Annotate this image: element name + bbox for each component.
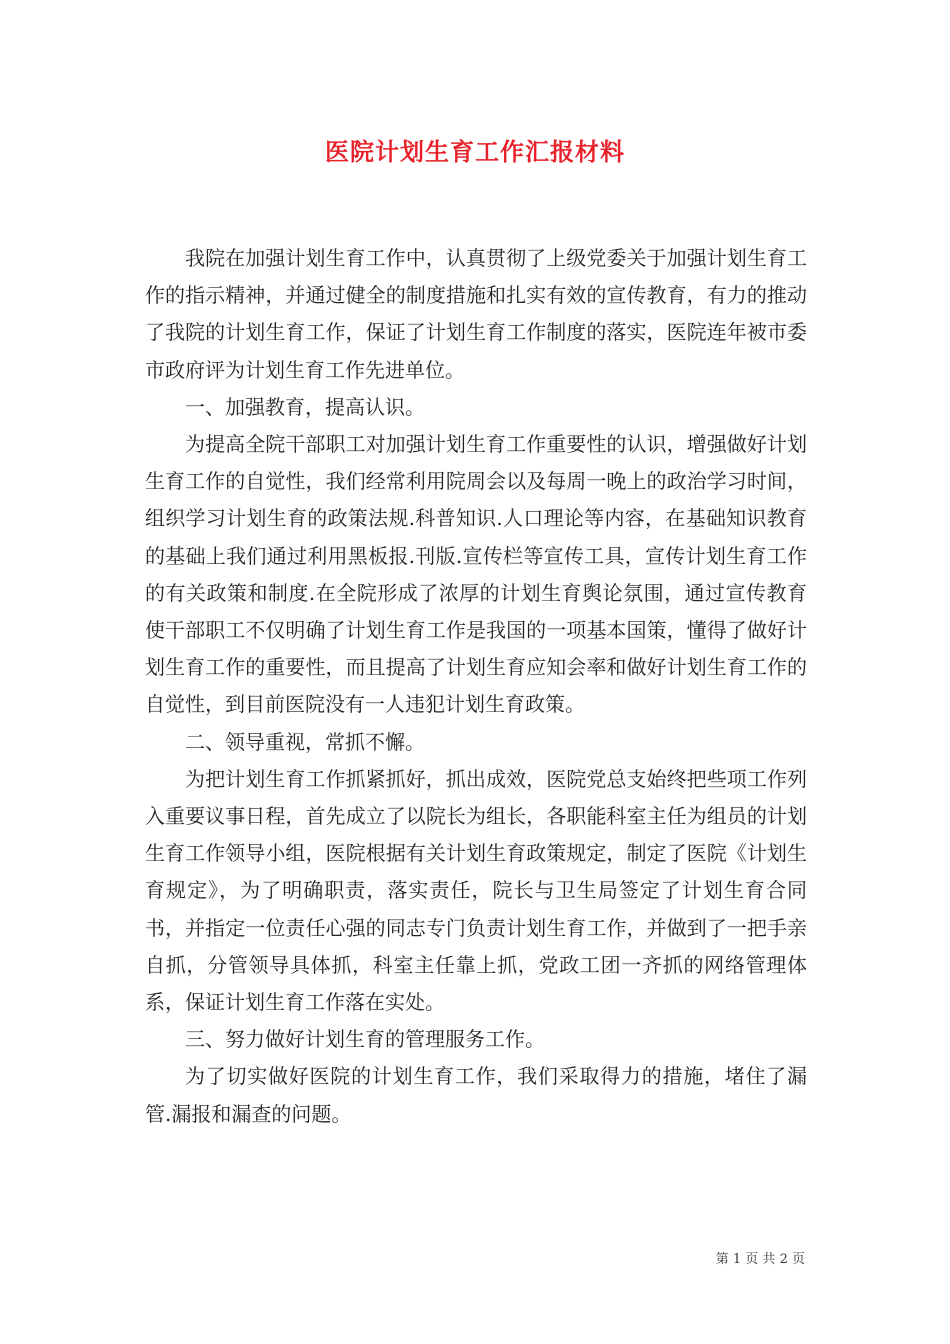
document-title: 医院计划生育工作汇报材料	[325, 137, 625, 166]
page-label-middle: 页 共	[745, 1252, 776, 1267]
paragraph-section-2: 为把计划生育工作抓紧抓好，抓出成效，医院党总支始终把些项工作列入重要议事日程，首先成立了以院长为组长，各职能科室主任为组员的计划生育工作领导小组，医院根据有关计划生育政策规定，制定了医院《计划生育规定》，为了明确职责，落实责任，院长与卫生局签定了计划生育合同书，并指定一位责任心强的同志专门负责计划生育工作，并做到了一把手亲自抓，分管领导具体抓，科室主任靠上抓，党政工团一齐抓的网络管理体系，保证计划生育工作落在实处。	[145, 766, 807, 1015]
current-page-number: 1	[732, 1252, 742, 1267]
section-heading-1: 一、加强教育，提高认识。	[185, 394, 425, 419]
section-heading-3: 三、努力做好计划生育的管理服务工作。	[185, 1027, 545, 1052]
paragraph-intro: 我院在加强计划生育工作中，认真贯彻了上级党委关于加强计划生育工作的指示精神，并通过健全的制度措施和扎实有效的宣传教育，有力的推动了我院的计划生育工作，保证了计划生育工作制度的落实，医院连年被市委市政府评为计划生育工作先进单位。	[145, 246, 807, 382]
paragraph-section-1: 为提高全院干部职工对加强计划生育工作重要性的认识，增强做好计划生育工作的自觉性，我们经常利用院周会以及每周一晚上的政治学习时间，组织学习计划生育的政策法规.科普知识.人口理论等内容，在基础知识教育的基础上我们通过利用黑板报.刊版.宣传栏等宣传工具，宣传计划生育工作的有关政策和制度.在全院形成了浓厚的计划生育舆论氛围，通过宣传教育使干部职工不仅明确了计划生育工作是我国的一项基本国策，懂得了做好计划生育工作的重要性，而且提高了计划生育应知会率和做好计划生育工作的自觉性，到目前医院没有一人违犯计划生育政策。	[145, 432, 807, 717]
document-body	[145, 240, 807, 1133]
page-label-suffix: 页	[791, 1252, 805, 1267]
page-number-footer	[716, 1248, 805, 1267]
section-heading-2: 二、领导重视，常抓不懈。	[185, 729, 425, 754]
paragraph-section-3: 为了切实做好医院的计划生育工作，我们采取得力的措施，堵住了漏管.漏报和漏查的问题。	[145, 1064, 807, 1126]
page-label-prefix: 第	[715, 1252, 729, 1267]
total-pages-number: 2	[779, 1252, 788, 1267]
